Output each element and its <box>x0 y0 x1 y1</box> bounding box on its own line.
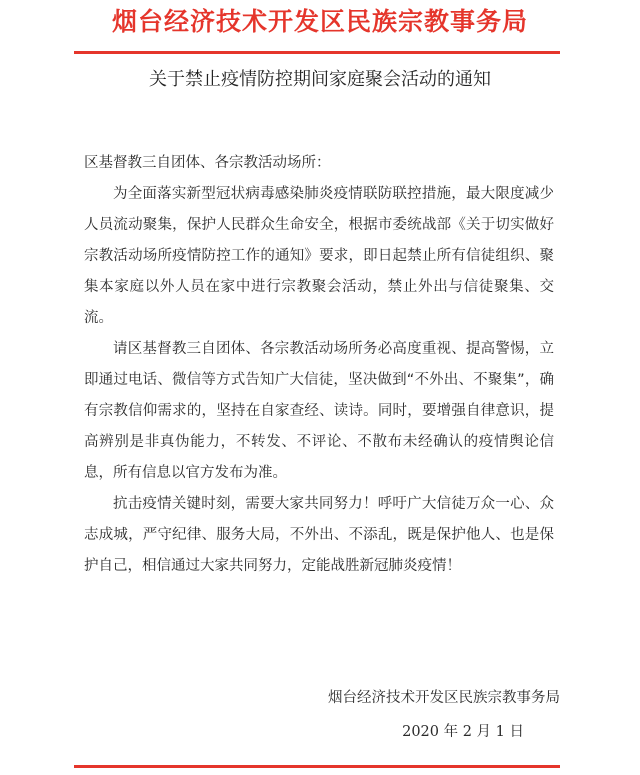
document-body <box>84 148 554 582</box>
salutation: 区基督教三自团体、各宗教活动场所： <box>84 155 331 171</box>
agency-header: 烟台经济技术开发区民族宗教事务局 <box>111 7 528 36</box>
paragraph-3: 抗击疫情关键时刻，需要大家共同努力！呼吁广大信徒万众一心、众志成城，严守纪律、服务大局，不外出、不添乱，既是保护他人、也是保护自己，相信通过大家共同努力，定能战胜新冠肺炎疫情！ <box>84 496 554 574</box>
paragraph-2: 请区基督教三自团体、各宗教活动场所务必高度重视、提高警惕，立即通过电话、微信等方式告知广大信徒，坚决做到“不外出、不聚集”，确有宗教信仰需求的，坚持在自家查经、读诗。同时，要增强自律意识，提高辨别是非真伪能力，不转发、不评论、不散布未经确认的疫情舆论信息，所有信息以官方发布为准。 <box>84 341 554 481</box>
document-date: 2020 年 2 月 1 日 <box>402 724 524 740</box>
signature: 烟台经济技术开发区民族宗教事务局 <box>328 690 560 706</box>
paragraph-1: 为全面落实新型冠状病毒感染肺炎疫情联防联控措施，最大限度减少人员流动聚集，保护人民群众生命安全，根据市委统战部《关于切实做好宗教活动场所疫情防控工作的通知》要求，即日起禁止所有信徒组织、聚集本家庭以外人员在家中进行宗教聚会活动，禁止外出与信徒聚集、交流。 <box>84 186 554 326</box>
header-red-rule <box>74 51 560 54</box>
footer-red-rule <box>74 765 560 768</box>
document-title: 关于禁止疫情防控期间家庭聚会活动的通知 <box>149 69 491 90</box>
